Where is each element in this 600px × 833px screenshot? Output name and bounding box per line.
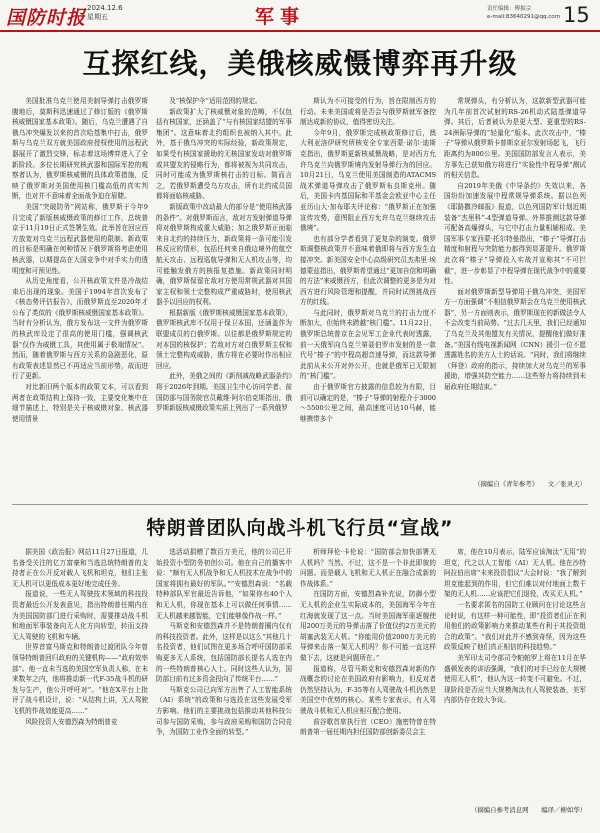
article2-byline: （摘编自参考消息网 编译／柳如华）	[470, 806, 586, 814]
paragraph: 斯认为不可接受的行为，旨在限制西方的行动。未来美国或将是否会与俄罗斯就军备控制达成新的协议，值得密切关注。	[300, 97, 436, 127]
paragraph: 新政策扩大了核威慑对象的范畴，不仅包括有核国家，还涵盖了“与有核国家结盟的军事集团”。这意味着北约组织也被纳入其中。此外，基于俄乌冲突的实际经验，新政策规定，如果受有核国家援助的无核国家发动对俄罗斯或其盟友的侵略行为，都将被视为共同攻击，同时可能成为俄罗斯核打击的目标。简而言之，若俄罗斯遭受乌方攻击，所有北约成员国都将面临核威胁。	[156, 107, 292, 201]
weekday-text: 星期五	[87, 13, 108, 21]
paragraph: 由于俄罗斯官方披露的信息较为有限，目前可以确定的是，“榛子”导弹的射程介于3000～5500公里之间，最高速度可达10马赫，能够携带多个	[300, 383, 436, 423]
issue-date	[87, 4, 123, 22]
article2-column-3	[300, 547, 436, 827]
paragraph: 据美国《政治报》网站11月27日报道，几名备受关注的亿万富豪和当选总统特朗普的支持者正在公开反对载人飞机和坦克，他们主张无人机可以更低成本更好地完成任务。	[12, 548, 148, 588]
article1-column-1	[12, 96, 148, 483]
date-text: 2024.12.6	[87, 4, 123, 12]
paragraph: 席，他在10月表示，陆军应该淘汰“无用”的坦克，代之以人工智能（AI）无人机。他在沙特阿拉伯出席“未来投资倡议”大会时说：“我了解到坦克能起到的作用，但它们难以对付地面上数千架的无人机……应该把它们退役，改买无人机。”	[444, 548, 586, 599]
paragraph: 新版政策中改动最大的部分是“使用核武器的条件”。对俄罗斯而言，敌对方发射弹道导弹将对俄罗斯构成重大威胁；加之俄罗斯正面临来自北约的持续压力，新政策将一条可能引发核反应的情形，包括任何来自俄边境外的航空航天攻击、远程巡航导弹和无人机攻击等，均可能触发俄方的核报复措施。新政策同时明确，俄罗斯保留在敌对方使用常规武器对其国家主权和领土完整构成严重威胁时，使用核武器予以回应的权利。	[156, 202, 292, 307]
paragraph: 析师拜伦·卡伦说：“国防部会加快部署无人机吗？当然。不过，这不是一个非此即彼的问题。而是载人飞机和无人机正在融合成新的作战体系。”	[300, 548, 436, 588]
paragraph: 面对俄罗斯新型导弹用于俄乌冲突，美国军方一方面强调“不相信俄罗斯会在乌克兰使用核武器”，另一方面则表示，俄罗斯现在的新做法令人不会改变当前局势。“过去几天里，我们已经通知了乌克兰及其他盟友有关情况，提醒他们做好准备。”美国有线电视新闻网（CNN）援引一位不愿透露姓名的美方人士的话说。“同时，我们将继续（拜登）政府的指示，持续加大对乌克兰的军事援助，增强其防空能力……这些努力将持续到未届政府任期结束。”	[444, 287, 586, 392]
article1-headline: 互探红线，美俄核威慑博弈再升级	[82, 47, 518, 80]
article2-headline: 特朗普团队向战斗机飞行员“宣战”	[146, 517, 454, 539]
paragraph: 今年9月，俄罗斯完成核政策修订后，澳大利亚洛伊研究所核安全专家西蒙·诺尔·迪斯克指出，俄罗斯更新核威慑战略，是对西方允许乌克兰向俄罗斯境内发射导弹行为的回应。10月21日，乌克兰使用美国制造的ATACMS战术弹道导弹攻击了俄罗斯布良斯克州。随后，美国卡内基国际和平基金会欧亚中心主任亚历山大·加布耶夫评论称：“俄罗斯正在加强宣传攻势，意图阻止西方允许乌克兰继续攻击俄境”。	[300, 128, 436, 233]
article1-column-4-body	[444, 96, 586, 479]
paragraph: 也有部分学者看到了更复杂的演变。俄罗斯调整核政策并不意味着俄即将与西方发生直接冲突。新美国安全中心高级研究员杰弗里·埃德蒙兹指出，俄罗斯希望通过“更加自信和明确的方法”来威慑西方，但此次调整的更多是为对西方进行风险管理和提醒，并同时试图挑战西方的红线。	[300, 234, 436, 307]
editor-email: e-mail:83640291@qq.com	[487, 14, 560, 20]
section-title: 军事	[255, 6, 306, 28]
article1-column-3	[300, 96, 436, 483]
article1-column-4	[444, 96, 586, 503]
paragraph: 前谷歌首席执行官（CEO）施密特曾在特朗普第一届任期内担任国防部创新委员会主	[300, 717, 436, 737]
article2-column-4	[444, 547, 586, 829]
paragraph: 马斯克公司已向军方出售了人工智能系统（AI）系统”的政策和与选投在这些发展受军方影响。他们的主要挑战包括推动其他科技公司参与国防采购，参与政府采购和国防合同竞争，为国防工业作全面的转型。”	[156, 685, 292, 737]
paragraph: 美国批准乌克兰使用美制导弹打击俄罗斯腹地后，莫斯科迅速通过了修订版的《俄罗斯核威慑国家基本政策》。随后，乌克兰遭遇了自俄乌冲突爆发以来的首次哈基集中打击，俄罗斯与乌克兰双方就美国政府授权使用的远程武器展开了激烈交锋，标志着这场博弈进入了全新阶段。多位长期研究核武器和国际军控的观察者认为，俄罗斯核威慑的具体政策措施，反映了俄罗斯对美国使用核门槛高低的真实判断，也对并不意味着全面战争迫在眉睫。	[12, 97, 148, 201]
article1-column-2	[156, 96, 292, 483]
paragraph: 根据新版《俄罗斯核威慑国家基本政策》，俄罗斯核武库不仅用于保卫本国，还涵盖作为联盟成员的白俄罗斯。以往都是俄罗斯规定的对本国的核保护；若敌对方对白俄罗斯主权和领土完整构成威胁，俄方将在必要时作出相应回应。	[156, 308, 292, 370]
masthead-bar	[0, 0, 600, 32]
newspaper-logo: 国防时报	[6, 7, 87, 29]
paragraph: 在国防方面，安德烈森补充说，防御小型无人机的企业生实际成本的，美国海军今年在红海就发现了这一点。当时美国海军驱逐舰使用200万美元的导弹击落了价值仅约2万美元的胡塞武装无人机。“你能用价值2000万美元的导弹来击落一架无人机吗？你不可能一直这样做下去，这就是问题所在。”	[300, 590, 436, 662]
paragraph: 美国“突破防务”网站称，俄罗斯于今年9月完成了新版核威慑政策的修订工作，总统普京于11月19日正式签署生效。此举旨在回应西方放宽对乌克兰远程武器使用的限制。新政策的目标是明确在何种情况下俄罗斯将考虑使用核武器，以期提高在大国竞争中对手实力的透明度和可预见性。	[12, 202, 148, 275]
paragraph: 世界首富马斯克和特朗普过渡团队今年曾领导特朗普回归政府的关键机构——“政府效率部”。他一直未当选的美国空军负责人称，在未来数年之内，他将推动新一代F-35战斗机的研发与生产，他公开呼吁对”。“他在X平台上批评了战斗机设计，说：“从结构上讲，无人驾驶飞机的作战效能更高……”	[12, 643, 148, 715]
article1-byline: （摘编自《青年参考》 文／张灵天）	[474, 480, 586, 488]
paragraph: 此外，美俄之间的《新削减战略武器条约》将于2026年到期。美国卫生中心访问学者、前国防部与国务院官员戴维·阿尔伯克斯指出，俄罗斯新版核威慑政策实质上列出了一系列俄罗	[156, 372, 292, 413]
paragraph: 报道说，一些无人驾驶技术领域的科技投资者最近公开发表意见，指出特朗普任期内在为美国国防部门进行采购时，需要推动战斗机和地面军事装备向无人化方向转型，转而支持无人驾驶的飞机和车辆。	[12, 590, 148, 641]
paragraph: 报道称，尽管马斯克和安德烈森对新的作战概念的讨论在美国政府有影响力，但反对者仍然坚持认为，F-35等有人驾驶战斗机仍然是美国空中优势的核心。某些专家表示，有人驾驶战斗机和无人机应相互配合使用。	[300, 664, 436, 715]
paragraph: 一名要求匿名的国防工业顾问在讨论这些言论时说，有这样一种可能性，即“投资者们正在利用他们的政策影响力来推动某些有利于其投资组合的政策”。“我们对此并不感到奇怪，因为这些政策反映了他们真正相信的科技趋势。”	[444, 600, 586, 652]
editor-name: 责任编辑：傅振宗	[487, 6, 532, 12]
article2-column-1	[12, 547, 148, 827]
paragraph: 自2019年美俄《中导条约》失效以来，各国纷纷加速发展中程常规导弹系统。据以色列《耶路撒冷邮报》报道，以色列国防军计划近期装备“杰里科”-4型弹道导弹。外界推测这款导弹可配备高爆弹头，与它中打击力量相辅相成。美国军事专家西蒙·托尔特曼指出，“榛子”导弹打击精度和射程与突防能力都得到显著提升。俄罗斯此次将“榛子”导弹投入实战并宣称其“不可拦截”，进一步彰显了中程导弹在现代战争中的重要性。	[444, 181, 586, 286]
paragraph: 从历史角度看，公开核政策文件是冷战结束后出现的现象。美国于1994年首次发布了《核态势评估报告》，而俄罗斯直至2020年才公布了类似的《俄罗斯核威慑国家基本政策》。当时有分析认为，俄方发布这一文件为俄罗斯的核武库设定了很高的使用门槛，强调核武器“仅作为威慑工具，其使用属于极端情况”。然而，随着俄罗斯与西方关系的急剧恶化，原有政策表述显然已不再适应当前形势，故而进行了更新。	[12, 277, 148, 381]
page-number: 15	[563, 3, 590, 27]
paragraph: 美军印太司令部司令帕帕罗上将在11月在华盛顿发表的讲话强调，“我们的对手已经在大规模使用无人机”，他认为这一转变不可避免。不过，现阶段是否应当大规模淘汰有人驾驶装备，美军内部仍存在较大争议。	[444, 653, 586, 705]
article2-column-4-body	[444, 547, 586, 805]
paragraph: 选活动捐赠了数百万美元，他的公司已开始投资小型防务初创公司。他在自己的播客中说：“颇有无人机战争和无人机技术在战争中的国家将拥有最好的军队。”“安德烈森说：“名载特种部队军官最近告诉他，“如果你有40个人和无人机，你现在基本上可以做任何事情……无人机越来越智能，它们能够像作战一样。”	[156, 548, 292, 620]
paragraph: 常规弹头，有分析认为，这款新型武器可能为几年前首次试射的RS-26机动式陆基弹道导弹。其后，后者被认为是更大型、更重型的RS-24洲际导弹的“轻量化”版本。此次攻击中，“榛子”导弹从俄罗斯卡普斯京亚尔发射场起飞，飞行距离约为800公里。美国国防部发言人表示，美方事先已获知俄方将进行“实验性中程导弹”测试的相关信息。	[444, 97, 586, 180]
paragraph: 风险投资人安德烈森为特朗普竞	[25, 717, 118, 726]
article-divider	[12, 504, 588, 505]
editor-info	[487, 5, 560, 21]
article2-column-2	[156, 547, 292, 827]
paragraph: 及“核保护伞”适用范围的规定。	[169, 97, 262, 105]
paragraph: 对比新旧两个版本的政策文本，可以看到两者在政策结构上保持一致，主要变化集中在细节描述上，特别是关于核威慑对象、核武器使用情景	[12, 383, 148, 423]
paragraph: 与此同时，俄罗斯对乌克兰的打击力度不断加大，但始终未跨越“核门槛”。11月22日，俄罗斯总统普京在会见军工企业代表时透露，前一天俄军向乌克兰第聂伯罗市发射的是一款代号“榛子”的中程高超音速导弹，而这款导弹此前从未公开对外公开，也就是俄军已无限制的“核门槛”。	[300, 308, 436, 381]
paragraph: 马斯克和安德烈森并不是特朗普圈内仅有的科技投资者。此外，这样是以这么”其他几十名投资者，他们试图在更多场合呼吁国防部采购更多无人系统，包括国防部长提名人选在内的一些特朗普核心人士。同时这些人认为，国防部目前有过多资金投向了传统平台……”	[156, 622, 292, 684]
